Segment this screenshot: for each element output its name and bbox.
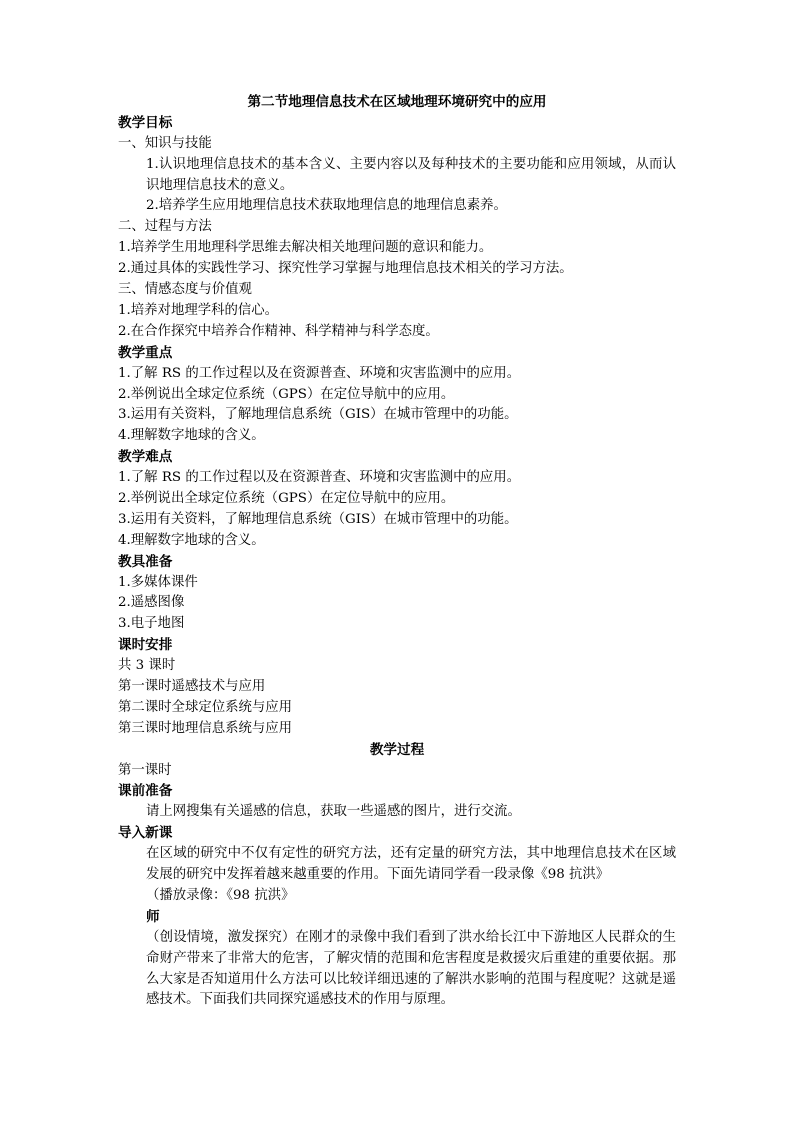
paragraph: 2.培养学生应用地理信息技术获取地理信息的地理信息素养。 <box>146 198 507 214</box>
paragraph: 1.培养学生用地理科学思维去解决相关地理问题的意识和能力。 <box>118 240 493 256</box>
objectives-heading: 教学目标 <box>118 114 173 131</box>
paragraph: 2.通过具体的实践性学习、探究性学习掌握与地理信息技术相关的学习方法。 <box>118 261 573 277</box>
list-item: 1.多媒体课件 <box>118 574 198 590</box>
video-note: （播放录像：《98 抗洪》 <box>146 887 295 903</box>
keypoints-heading: 教学重点 <box>118 344 173 361</box>
materials-heading: 教具准备 <box>118 553 173 570</box>
paragraph: 1.培养对地理学科的信心。 <box>118 302 279 318</box>
intro-heading: 导入新课 <box>118 825 173 842</box>
section-heading: 三、情感态度与价值观 <box>118 282 252 298</box>
list-item: 1.了解 RS 的工作过程以及在资源普查、环境和灾害监测中的应用。 <box>118 470 521 486</box>
paragraph: 请上网搜集有关遥感的信息，获取一些遥感的图片，进行交流。 <box>146 804 521 820</box>
list-item: 3.电子地图 <box>118 616 185 632</box>
list-item: 2.遥感图像 <box>118 595 185 611</box>
list-item: 第一课时遥感技术与应用 <box>118 678 266 694</box>
list-item: 共 3 课时 <box>118 658 176 674</box>
prep-heading: 课前准备 <box>118 783 173 800</box>
difficulties-heading: 教学难点 <box>118 449 173 466</box>
lesson-label: 第一课时 <box>118 762 172 778</box>
list-item: 4.理解数字地球的含义。 <box>118 428 265 444</box>
list-item: 3.运用有关资料，了解地理信息系统（GIS）在城市管理中的功能。 <box>118 511 518 527</box>
list-item: 第三课时地理信息系统与应用 <box>118 720 293 736</box>
list-item: 3.运用有关资料，了解地理信息系统（GIS）在城市管理中的功能。 <box>118 407 518 423</box>
document-title: 第二节地理信息技术在区域地理环境研究中的应用 <box>247 94 547 110</box>
paragraph: （创设情境，激发探究）在刚才的录像中我们看到了洪水给长江中下游地区人民群众的生命财产带来了非常大的危害，了解灾情的范围和危害程度是救援灾后重建的重要依据。那么大家是否知道用什么方法可以比较详细迅速的了解洪水影响的范围与程度呢？这就是遥感技术。下面我们共同探究遥感技术的作用与原理。 <box>146 929 676 1008</box>
list-item: 1.了解 RS 的工作过程以及在资源普查、环境和灾害监测中的应用。 <box>118 365 521 381</box>
list-item: 4.理解数字地球的含义。 <box>118 532 265 548</box>
section-heading: 二、过程与方法 <box>118 219 212 235</box>
teacher-label: 师 <box>146 908 160 925</box>
process-heading: 教学过程 <box>369 741 425 758</box>
section-heading: 一、知识与技能 <box>118 135 212 151</box>
schedule-heading: 课时安排 <box>118 637 173 654</box>
list-item: 2.举例说出全球定位系统（GPS）在定位导航中的应用。 <box>118 386 455 402</box>
paragraph: 在区域的研究中不仅有定性的研究方法，还有定量的研究方法，其中地理信息技术在区域发展的研究中发挥着越来越重要的作用。下面先请同学看一段录像《98 抗洪》 <box>146 846 676 882</box>
list-item: 2.举例说出全球定位系统（GPS）在定位导航中的应用。 <box>118 490 455 506</box>
document-body <box>118 92 676 1011</box>
paragraph: 2.在合作探究中培养合作精神、科学精神与科学态度。 <box>118 323 439 339</box>
list-item: 第二课时全球定位系统与应用 <box>118 699 293 715</box>
paragraph: 1.认识地理信息技术的基本含义、主要内容以及每种技术的主要功能和应用领域，从而认识地理信息技术的意义。 <box>146 156 676 193</box>
